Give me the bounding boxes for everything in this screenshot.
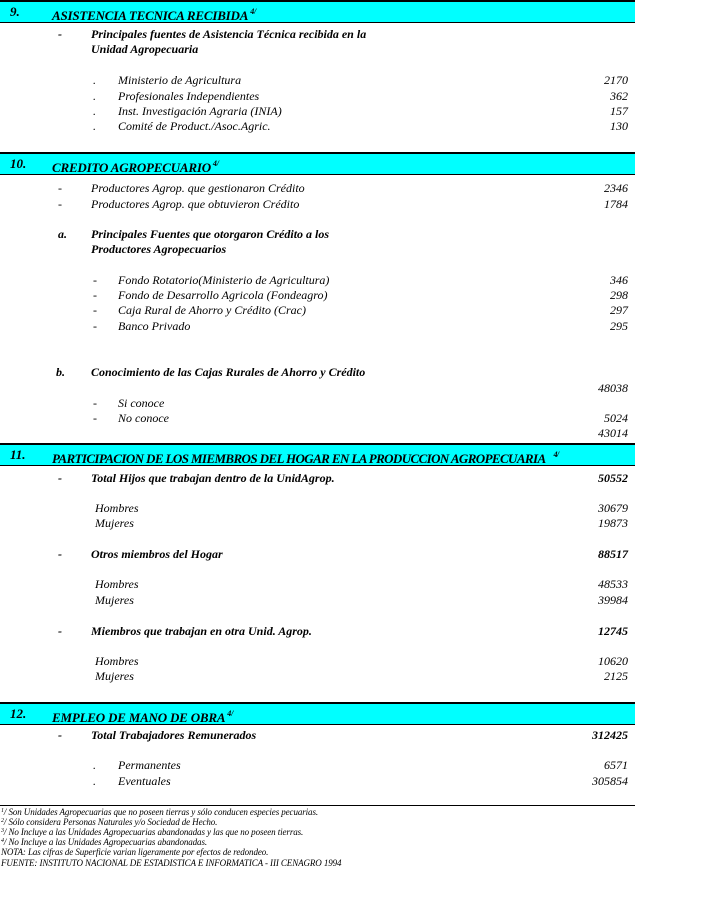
bullet-dash: - bbox=[93, 273, 97, 287]
item-value: 346 bbox=[610, 273, 628, 287]
bullet-dash: - bbox=[58, 624, 62, 638]
subheading: Productores Agropecuarios bbox=[91, 242, 227, 256]
subheading: Total Trabajadores Remunerados bbox=[91, 728, 257, 742]
bullet-dot: . bbox=[93, 104, 96, 118]
men-value: 10620 bbox=[598, 654, 628, 668]
section-number: 12. bbox=[10, 706, 27, 721]
item-label: Ministerio de Agricultura bbox=[118, 73, 242, 87]
footnote: $^2$/ Sólo considera Personas Naturales y/o Sociedad de Hecho. bbox=[1, 817, 218, 827]
item-label: Permanentes bbox=[118, 758, 181, 772]
subheading: Conocimiento de las Cajas Rurales de Ahorro y Crédito bbox=[91, 365, 366, 379]
item-label: Fondo Rotatorio(Ministerio de Agricultura) bbox=[118, 273, 330, 287]
group-total: 12745 bbox=[598, 624, 628, 638]
item-label: Productores Agrop. que obtuvieron Crédito bbox=[91, 197, 300, 211]
bullet-dash: - bbox=[93, 303, 97, 317]
group-total: 88517 bbox=[598, 547, 628, 561]
footnote: $^4$/ No Incluye a las Unidades Agropecuarias abandonadas. bbox=[1, 837, 207, 847]
men-value: 30679 bbox=[598, 501, 628, 515]
subsection-marker-b: b. bbox=[56, 365, 65, 379]
group-label: Total Hijos que trabajan dentro de la UnidAgrop. bbox=[91, 471, 335, 485]
group-label: Miembros que trabajan en otra Unid. Agrop. bbox=[91, 624, 312, 638]
footnote-divider bbox=[0, 805, 635, 806]
bullet-dash: - bbox=[93, 319, 97, 333]
item-value: 297 bbox=[610, 303, 628, 317]
bullet-dot: . bbox=[93, 774, 96, 788]
item-label: Fondo de Desarrollo Agricola (Fondeagro) bbox=[118, 288, 328, 302]
bullet-dash: - bbox=[93, 396, 97, 410]
subsection-marker-a: a. bbox=[58, 227, 67, 241]
section-title: ASISTENCIA TECNICA RECIBIDA bbox=[52, 8, 249, 23]
item-label: Comité de Product./Asoc.Agric. bbox=[118, 119, 271, 133]
item-value: 1784 bbox=[604, 197, 628, 211]
footnote: $^1$/ Son Unidades Agropecuarias que no poseen tierras y sólo conducen especies pecuarias. bbox=[1, 807, 319, 817]
subsection-total: 48038 bbox=[598, 381, 628, 395]
footnote-source: FUENTE: INSTITUTO NACIONAL DE ESTADISTICA E INFORMATICA - III CENAGRO 1994 bbox=[1, 858, 342, 868]
bullet-dash: - bbox=[58, 471, 62, 485]
item-label: Profesionales Independientes bbox=[118, 89, 260, 103]
footnote-ref: 4/ bbox=[212, 159, 219, 168]
men-label: Hombres bbox=[95, 577, 139, 591]
item-label: Caja Rural de Ahorro y Crédito (Crac) bbox=[118, 303, 306, 317]
group-total: 50552 bbox=[598, 471, 628, 485]
footnote-ref: 4/ bbox=[553, 450, 559, 459]
section-number: 11. bbox=[10, 447, 26, 462]
item-label: Inst. Investigación Agraria (INIA) bbox=[118, 104, 282, 118]
bullet-dot: . bbox=[93, 758, 96, 772]
bullet-dot: . bbox=[93, 119, 96, 133]
bullet-dash: - bbox=[93, 411, 97, 425]
item-value: 2170 bbox=[604, 73, 628, 87]
bullet-dash: - bbox=[58, 197, 62, 211]
women-value: 19873 bbox=[598, 516, 628, 530]
bullet-dash: - bbox=[58, 27, 62, 41]
section-title: PARTICIPACION DE LOS MIEMBROS DEL HOGAR EN LA PRODUCCION AGROPECUARIA bbox=[52, 451, 546, 466]
subheading: Unidad Agropecuaria bbox=[91, 42, 199, 56]
item-value: 2346 bbox=[604, 181, 628, 195]
subheading: Principales Fuentes que otorgaron Crédito a los bbox=[91, 227, 330, 241]
section-total: 312425 bbox=[592, 728, 628, 742]
item-label: Productores Agrop. que gestionaron Crédito bbox=[91, 181, 305, 195]
bullet-dot: . bbox=[93, 73, 96, 87]
item-value: 305854 bbox=[592, 774, 628, 788]
footnote-note: NOTA: Las cifras de Superficie varian ligeramente por efectos de redondeo. bbox=[1, 847, 269, 857]
bullet-dash: - bbox=[58, 181, 62, 195]
bullet-dash: - bbox=[93, 288, 97, 302]
footnote-ref: 4/ bbox=[227, 709, 234, 718]
group-label: Otros miembros del Hogar bbox=[91, 547, 223, 561]
item-value: 43014 bbox=[598, 426, 628, 440]
item-label: Eventuales bbox=[118, 774, 171, 788]
women-label: Mujeres bbox=[95, 516, 134, 530]
item-value: 295 bbox=[610, 319, 628, 333]
item-value: 157 bbox=[610, 104, 628, 118]
subheading: Principales fuentes de Asistencia Técnica recibida en la bbox=[91, 27, 367, 41]
item-value: 6571 bbox=[604, 758, 628, 772]
women-value: 2125 bbox=[604, 669, 628, 683]
men-label: Hombres bbox=[95, 501, 139, 515]
item-value: 5024 bbox=[604, 411, 628, 425]
section-header-11 bbox=[0, 443, 635, 466]
section-header-9 bbox=[0, 0, 635, 23]
women-label: Mujeres bbox=[95, 669, 134, 683]
section-title: EMPLEO DE MANO DE OBRA bbox=[52, 710, 226, 725]
section-header-10 bbox=[0, 152, 635, 175]
bullet-dash: - bbox=[58, 547, 62, 561]
footnote: $^3$/ No Incluye a las Unidades Agropecuarias abandonadas y las que no poseen tierras. bbox=[1, 827, 304, 837]
men-value: 48533 bbox=[598, 577, 628, 591]
item-label: Banco Privado bbox=[118, 319, 191, 333]
item-value: 130 bbox=[610, 119, 628, 133]
section-number: 9. bbox=[10, 4, 20, 19]
women-label: Mujeres bbox=[95, 593, 134, 607]
women-value: 39984 bbox=[598, 593, 628, 607]
men-label: Hombres bbox=[95, 654, 139, 668]
section-header-12 bbox=[0, 702, 635, 725]
item-value: 298 bbox=[610, 288, 628, 302]
section-number: 10. bbox=[10, 156, 27, 171]
item-label: No conoce bbox=[118, 411, 169, 425]
section-title: CREDITO AGROPECUARIO bbox=[52, 160, 211, 175]
bullet-dash: - bbox=[58, 728, 62, 742]
footnote-ref: 4/ bbox=[250, 7, 257, 16]
bullet-dot: . bbox=[93, 89, 96, 103]
item-value: 362 bbox=[610, 89, 628, 103]
item-label: Si conoce bbox=[118, 396, 165, 410]
